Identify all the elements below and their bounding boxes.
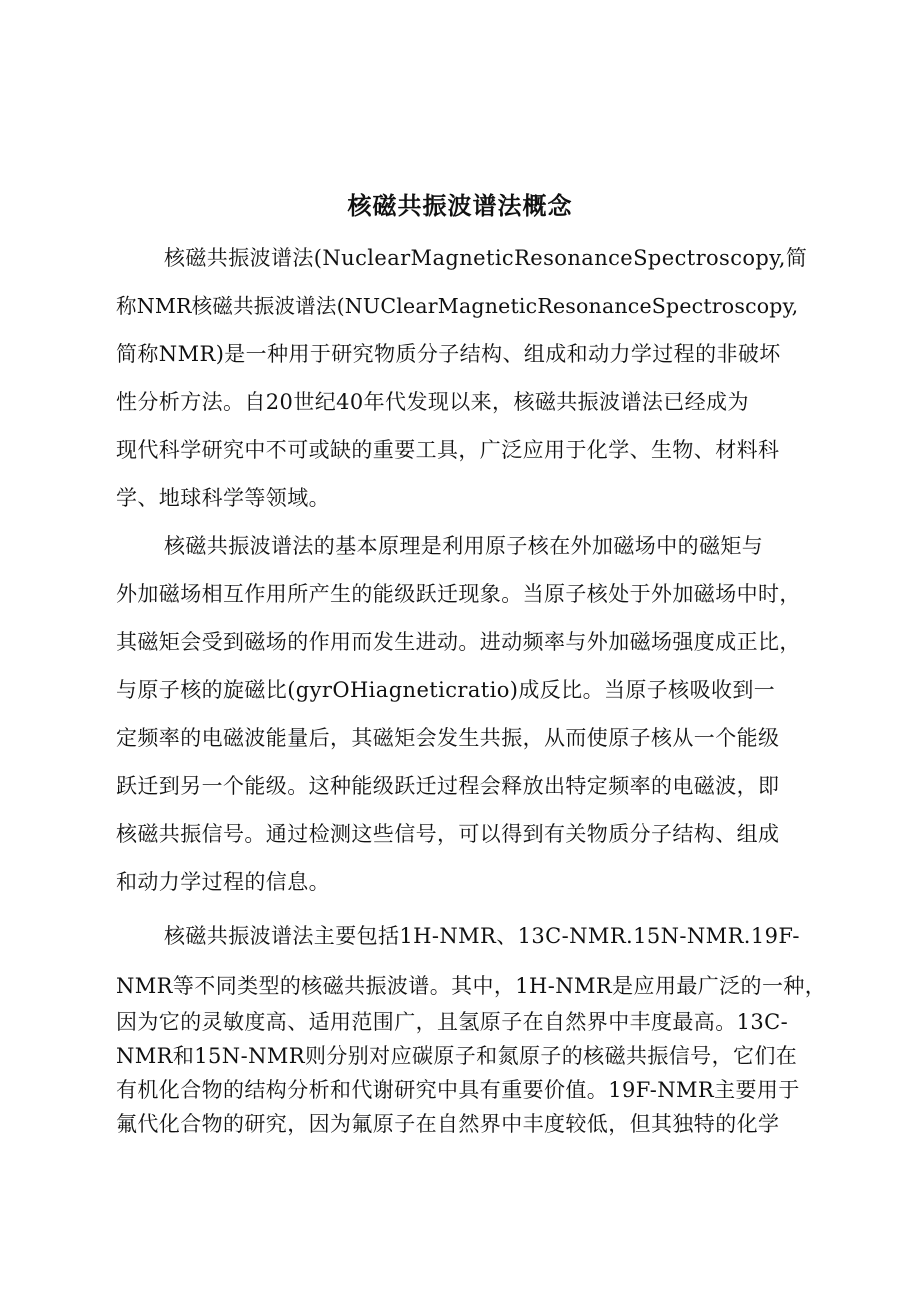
paragraph-line: 因为它的灵敏度高、适用范围广，且氢原子在自然界中丰度最高。13C- (116, 1010, 789, 1034)
paragraph-line: 其磁矩会受到磁场的作用而发生进动。进动频率与外加磁场强度成正比， (116, 630, 801, 654)
paragraph-line: 核磁共振波谱法的基本原理是利用原子核在外加磁场中的磁矩与 (164, 534, 764, 558)
paragraph-line: 和动力学过程的信息。 (116, 870, 330, 894)
paragraph-line: 学、地球科学等领域。 (116, 486, 330, 510)
paragraph-line: 定频率的电磁波能量后，其磁矩会发生共振，从而使原子核从一个能级 (116, 726, 780, 750)
paragraph-line: 有机化合物的结构分析和代谢研究中具有重要价值。19F-NMR主要用于 (116, 1078, 800, 1102)
paragraph-line: 核磁共振波谱法(NuclearMagneticResonanceSpectroscopy,简 (164, 246, 808, 270)
paragraph-line: 现代科学研究中不可或缺的重要工具，广泛应用于化学、生物、材料科 (116, 438, 780, 462)
paragraph-line: 简称NMR)是一种用于研究物质分子结构、组成和动力学过程的非破坏 (116, 342, 781, 366)
paragraph-line: NMR和15N-NMR则分别对应碳原子和氮原子的核磁共振信号，它们在 (116, 1044, 798, 1068)
paragraph-line: 核磁共振波谱法主要包括1H-NMR、13C-NMR.15N-NMR.19F- (164, 924, 800, 948)
document-title: 核磁共振波谱法概念 (347, 192, 573, 220)
paragraph-line: 外加磁场相互作用所产生的能级跃迁现象。当原子核处于外加磁场中时， (116, 582, 801, 606)
paragraph-line: NMR等不同类型的核磁共振波谱。其中，1H-NMR是应用最广泛的一种， (116, 974, 827, 998)
paragraph-line: 核磁共振信号。通过检测这些信号，可以得到有关物质分子结构、组成 (116, 822, 780, 846)
paragraph-line: 与原子核的旋磁比(gyrOHiagneticratio)成反比。当原子核吸收到一 (116, 678, 776, 702)
paragraph-line: 性分析方法。自20世纪40年代发现以来，核磁共振波谱法已经成为 (116, 390, 749, 414)
paragraph-line: 称NMR核磁共振波谱法(NUClearMagneticResonanceSpectroscopy, (116, 294, 799, 318)
paragraph-line: 氟代化合物的研究，因为氟原子在自然界中丰度较低，但其独特的化学 (116, 1112, 780, 1136)
paragraph-line: 跃迁到另一个能级。这种能级跃迁过程会释放出特定频率的电磁波，即 (116, 774, 780, 798)
